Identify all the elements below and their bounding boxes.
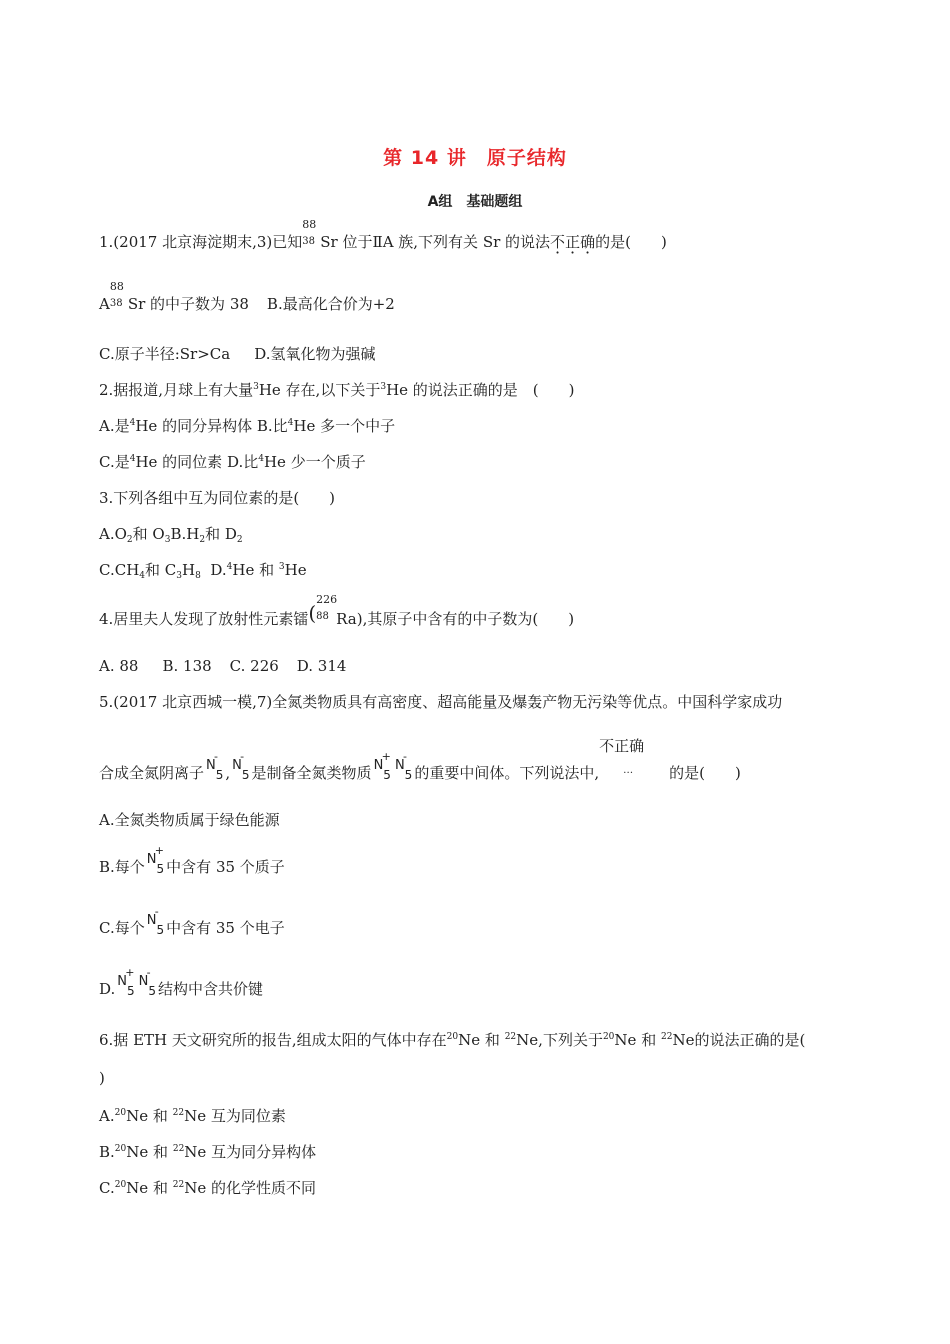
- emphasis-char: 正: [565, 233, 581, 251]
- question-5-option-c: C.每个 N5 - 中含有 35 个电子: [99, 905, 285, 937]
- question-5-stem-line1: 5.(2017 北京西城一模,7)全氮类物质具有高密度、超高能量及爆轰产物无污染等优点。中国科学家成功: [99, 693, 783, 711]
- question-5-option-d: D. N5 + N5 - 结构中含共价键: [99, 966, 264, 998]
- nuclide-sr: 88 38: [109, 280, 124, 309]
- question-3-stem: 3.下列各组中互为同位素的是( ): [99, 489, 336, 507]
- question-6-option-b: B.$^{20}$Ne 和 $^{22}$Ne 互为同分异构体: [99, 1143, 317, 1161]
- ion-n5-minus: N5 -: [146, 905, 165, 937]
- question-6-option-a: A.$^{20}$Ne 和 $^{22}$Ne 互为同位素: [99, 1107, 286, 1125]
- question-2-options-ab: A.是$^4$He 的同分异构体 B.比$^4$He 多一个中子: [99, 417, 396, 435]
- ion-n5-minus: N5 -: [138, 966, 157, 998]
- ion-n5-minus: N5 -: [232, 750, 250, 782]
- section-heading: A组 基础题组: [427, 194, 523, 210]
- nuclide-ra: 226 88: [316, 593, 338, 622]
- ion-n5-plus: N5 +: [146, 844, 165, 876]
- question-6-option-c: C.$^{20}$Ne 和 $^{22}$Ne 的化学性质不同: [99, 1179, 317, 1197]
- question-4-options: A. 88 B. 138 C. 226 D. 314: [99, 657, 347, 675]
- question-5-stem-line2: 合成全氮阴离子 N5 - , N5 - 是制备全氮类物质 N5 + N5 - 的重要中间体。下列说法中, 不正确 … 的是( ): [99, 737, 741, 782]
- question-2-stem: 2.据报道,月球上有大量$^3$He 存在,以下关于$^3$He 的说法正确的是 ( ): [99, 381, 575, 399]
- question-1-options-ab: A 88 38 Sr 的中子数为 38 B.最高化合价为+2: [99, 280, 395, 313]
- question-1-options-cd: C.原子半径:Sr>Ca D.氢氧化物为强碱: [99, 345, 376, 363]
- question-6-stem: 6.据 ETH 天文研究所的报告,组成太阳的气体中存在$^{20}$Ne 和 $^{22}$Ne,下列关于$^{20}$Ne 和 $^{22}$Ne的说法正确的是(: [99, 1031, 806, 1049]
- question-4-stem: 4.居里夫人发现了放射性元素镭( 226 88 Ra),其原子中含有的中子数为( ): [99, 593, 575, 628]
- question-3-options-cd: $C.CH_4$和 $C_3H_8$ D.$^4$He 和 $^3$He: [99, 561, 307, 581]
- ion-n5-minus: N5 -: [394, 750, 413, 782]
- page-title: 第 14 讲 原子结构: [383, 147, 567, 169]
- question-6-close-paren: ): [99, 1069, 105, 1087]
- nuclide-sr: 88 38: [302, 218, 317, 247]
- ion-n5-plus: N5 +: [373, 750, 391, 782]
- question-2-options-cd: C.是$^4$He 的同位素 D.比$^4$He 少一个质子: [99, 453, 366, 471]
- question-5-option-a: A.全氮类物质属于绿色能源: [99, 811, 280, 829]
- emphasis-char: 确: [580, 233, 596, 251]
- question-3-options-ab: $A.O_2$和 $O_3B.H_2$和 $D_2$: [99, 525, 243, 545]
- emphasis-char: 不: [550, 233, 566, 251]
- question-1-stem: 1.(2017 北京海淀期末,3)已知 88 38 Sr 位于ⅡA 族,下列有关 Sr 的说法不正确的是( ): [99, 218, 667, 251]
- ion-n5-minus: N5 -: [206, 750, 224, 782]
- question-5-option-b: B.每个 N5 + 中含有 35 个质子: [99, 844, 285, 876]
- ion-n5-plus: N5 +: [117, 966, 135, 998]
